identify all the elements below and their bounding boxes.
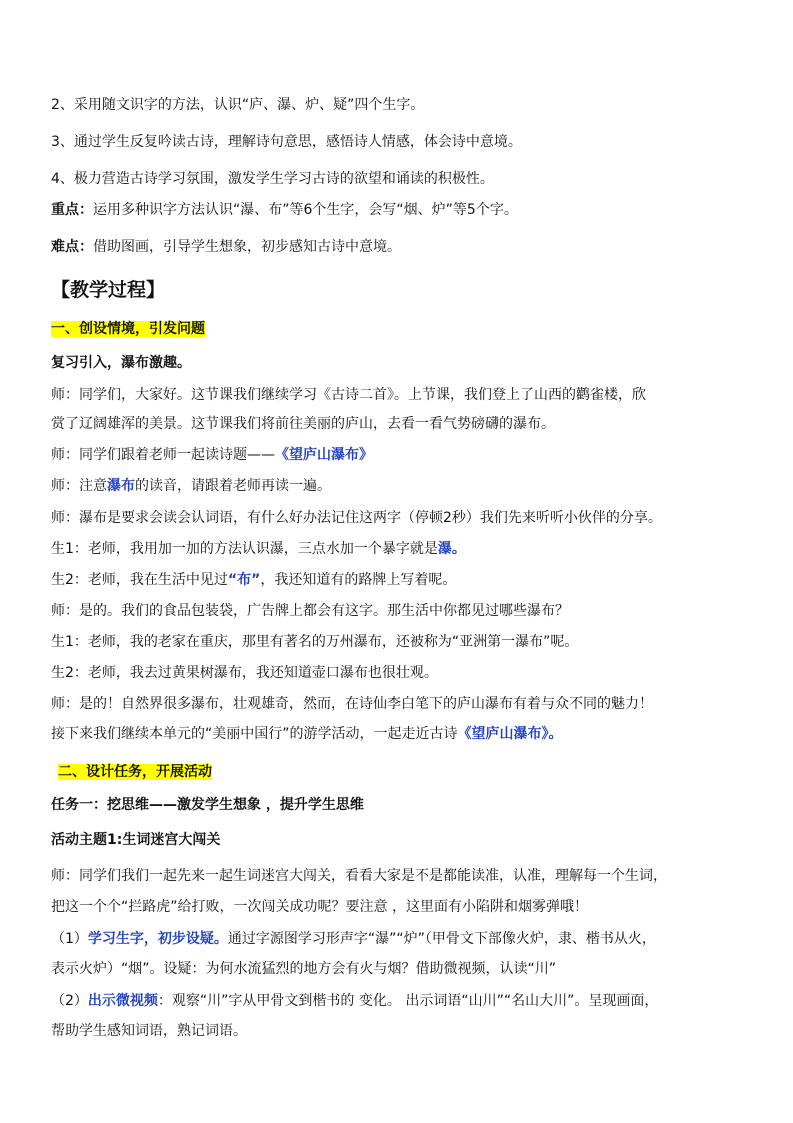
s1-p6-pre: 生2：老师，我在生活中见过 [51, 572, 228, 588]
objective-3: 3、通过学生反复吟读古诗，理解诗句意思，感悟诗人情感，体会诗中意境。 [51, 134, 522, 150]
word-bu: “布” [227, 572, 261, 588]
s1-p6-post: ，我还知道有的路牌上写着呢。 [260, 572, 457, 588]
s1-p2 [51, 445, 373, 465]
section1-title-wrap [51, 319, 205, 339]
s2-p1-line1: 师：同学们我们一起先来一起生词迷宫大闯关，看看大家是不是都能读准，认准，理解每一个生词， [51, 868, 667, 884]
key-point [51, 200, 518, 220]
section1-subtitle: 复习引入，瀑布激趣。 [51, 355, 191, 371]
key-point-text: 运用多种识字方法认识“瀑、布”等6个生字，会写“烟、炉”等5个字。 [93, 202, 518, 218]
s1-p11 [51, 724, 563, 744]
section2-title-wrap [58, 762, 212, 782]
objective-4: 4、极力营造古诗学习氛围，激发学生学习古诗的欲望和诵读的积极性。 [51, 171, 494, 187]
s1-p3-post: 的读音，请跟着老师再读一遍。 [135, 478, 331, 494]
s1-p4: 师：瀑布是要求会读会认词语，有什么好办法记住这两字（停顿2秒）我们先来听听小伙伴的分享。 [51, 510, 662, 526]
s1-p1-line1: 师：同学们，大家好。这节课我们继续学习《古诗二首》。上节课，我们登上了山西的鹳雀楼，欣 [51, 387, 646, 403]
section2-title: 二、设计任务，开展活动 [58, 764, 212, 780]
activity1: 活动主题1:生词迷宫大闯关 [51, 832, 221, 848]
poem-title-2: 《望庐山瀑布》。 [457, 726, 563, 742]
section1-title: 一、创设情境，引发问题 [51, 321, 205, 337]
s1-p3 [51, 476, 331, 496]
s1-p1-line2: 赏了辽阔雄浑的美景。这节课我们将前往美丽的庐山，去看一看气势磅礴的瀑布。 [51, 416, 555, 432]
key-point-label: 重点： [51, 202, 93, 218]
step1-line2: 表示火炉）“烟”。设疑：为何水流猛烈的地方会有火与烟？借助微视频，认读“川” [51, 961, 557, 977]
difficulty-text: 借助图画，引导学生想象，初步感知古诗中意境。 [93, 239, 401, 255]
step2-num: （2） [51, 993, 88, 1009]
step2-label: 出示微视频 [87, 993, 158, 1009]
word-pubu: 瀑布 [107, 478, 135, 494]
task1: 任务一：挖思维——激发学生想象 ，提升学生思维 [51, 797, 364, 813]
s1-p10: 师：是的！自然界很多瀑布，壮观雄奇，然而，在诗仙李白笔下的庐山瀑布有着与众不同的魅力！ [51, 696, 653, 712]
s1-p7: 师：是的。我们的食品包装袋，广告牌上都会有这字。那生活中你都见过哪些瀑布？ [51, 603, 569, 619]
s1-p6 [51, 570, 456, 590]
step2-line2: 帮助学生感知词语，熟记词语。 [51, 1023, 247, 1039]
s1-p5-pre: 生1：老师，我用加一加的方法认识瀑，三点水加一个暴字就是 [51, 541, 438, 557]
objective-2: 2、采用随文识字的方法，认识“庐、瀑、炉、疑”四个生字。 [51, 97, 425, 113]
step1-text: 通过字源图学习形声字“瀑”“炉”（甲骨文下部像火炉，隶、楷书从火， [227, 931, 656, 947]
process-title: 【教学过程】 [51, 279, 166, 301]
poem-title-1: 《望庐山瀑布》 [275, 447, 373, 463]
s1-p9: 生2：老师，我去过黄果树瀑布，我还知道壶口瀑布也很壮观。 [51, 665, 438, 681]
step1-num: （1） [51, 931, 88, 947]
difficulty-label: 难点： [51, 239, 93, 255]
s1-p11-pre: 接下来我们继续本单元的“美丽中国行”的游学活动，一起走近古诗 [51, 726, 458, 742]
s1-p3-pre: 师：注意 [51, 478, 107, 494]
step2 [51, 991, 658, 1011]
difficulty [51, 237, 401, 257]
s1-p8: 生1：老师，我的老家在重庆，那里有著名的万州瀑布，还被称为“亚洲第一瀑布”呢。 [51, 634, 579, 650]
s1-p5 [51, 539, 466, 559]
word-pu: 瀑。 [437, 541, 466, 557]
step2-text: ：观察“川”字从甲骨文到楷书的 变化。 出示词语“山川”“名山大川”。呈现画面， [157, 993, 659, 1009]
step1-label: 学习生字，初步设疑。 [87, 931, 228, 947]
step1 [51, 929, 656, 949]
s1-p2-text: 师：同学们跟着老师一起读诗题—— [51, 447, 275, 463]
s2-p1-line2: 把这一个个“拦路虎”给打败，一次闯关成功呢？要注意 ，这里面有小陷阱和烟雾弹哦！ [51, 899, 588, 915]
